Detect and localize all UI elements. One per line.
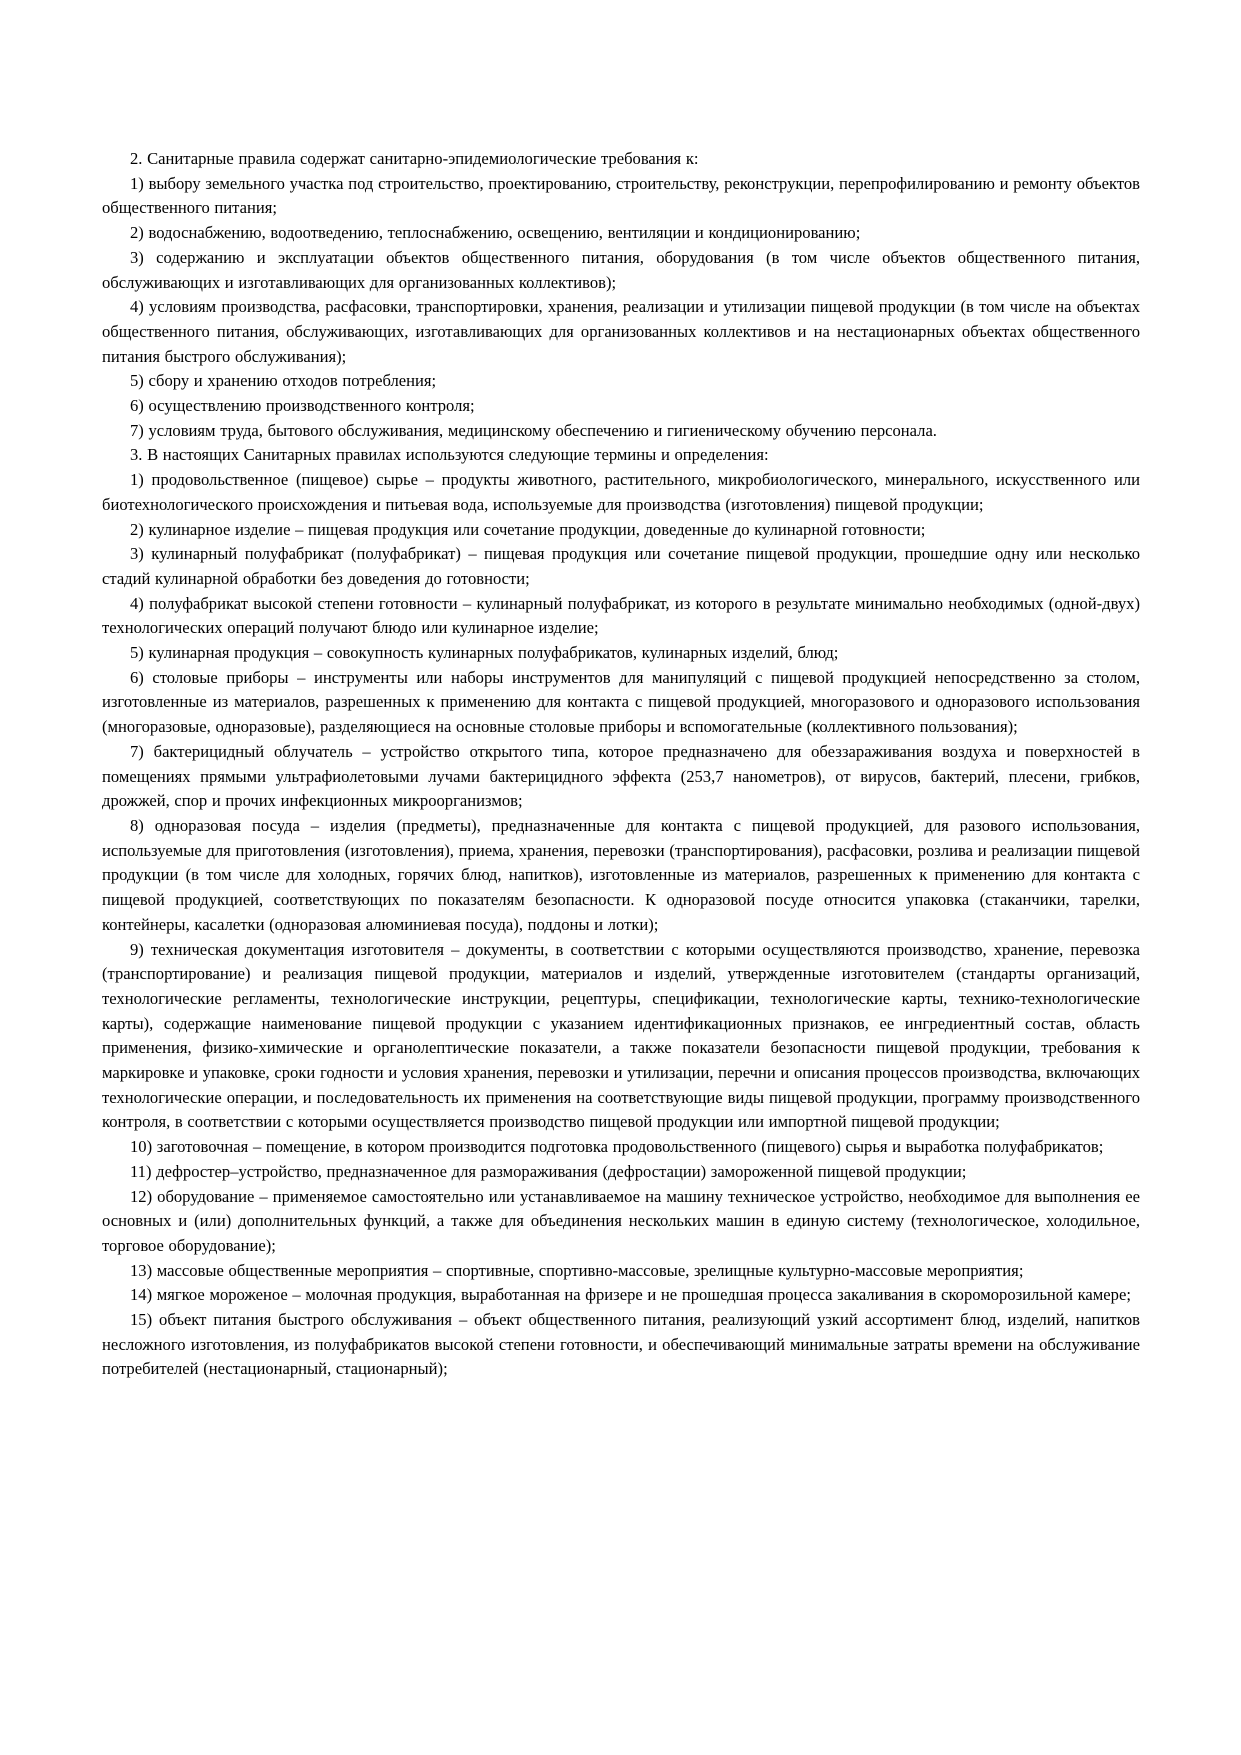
paragraph-term-6: 6) столовые приборы – инструменты или наборы инструментов для манипуляций с пищевой продукцией непосредственно за столом, изготовленные из материалов, разрешенных к применению для контакта с пищевой продукцией, многоразового и одноразового использования (многоразовые, одноразовые), разделяющиеся на основные столовые приборы и вспомогательные (коллективного пользования); [102, 667, 1140, 737]
paragraph-term-2: 2) кулинарное изделие – пищевая продукция или сочетание продукции, доведенные до кулинарной готовности; [130, 519, 926, 539]
paragraph-term-13: 13) массовые общественные мероприятия – спортивные, спортивно-массовые, зрелищные культурно-массовые мероприятия; [130, 1260, 1024, 1280]
paragraph-p2-item-4: 4) условиям производства, расфасовки, транспортировки, хранения, реализации и утилизации пищевой продукции (в том числе на объектах общественного питания, обслуживающих, изготавливающих для организованных коллективов и на нестационарных объектах общественного питания быстрого обслуживания); [102, 297, 1140, 366]
paragraph-p2-item-5: 5) сбору и хранению отходов потребления; [130, 371, 437, 391]
paragraph-p2-item-2: 2) водоснабжению, водоотведению, теплоснабжению, освещению, вентиляции и кондиционированию; [130, 223, 861, 243]
paragraph-p2-item-1: 1) выбору земельного участка под строительство, проектированию, строительству, реконструкции, перепрофилированию и ремонту объектов общественного питания; [102, 173, 1140, 218]
paragraph-term-7: 7) бактерицидный облучатель – устройство открытого типа, которое предназначено для обеззараживания воздуха и поверхностей в помещениях прямыми ультрафиолетовыми лучами бактерицидного эффекта (253,7 нанометров), от вирусов, бактерий, плесени, грибков, дрожжей, спор и прочих инфекционных микроорганизмов; [102, 741, 1140, 811]
paragraph-p2-item-7: 7) условиям труда, бытового обслуживания, медицинскому обеспечению и гигиеническому обучению персонала. [130, 420, 937, 440]
paragraph-term-4: 4) полуфабрикат высокой степени готовности – кулинарный полуфабрикат, из которого в результате минимально необходимых (одной-двух) технологических операций получают блюдо или кулинарное изделие; [102, 593, 1140, 638]
paragraph-term-1: 1) продовольственное (пищевое) сырье – продукты животного, растительного, микробиологического, минерального, искусственного или биотехнологического происхождения и питьевая вода, используемые для производства (изготовления) пищевой продукции; [102, 470, 1140, 514]
paragraph-point-2: 2. Санитарные правила содержат санитарно-эпидемиологические требования к: [130, 149, 699, 168]
paragraph-term-8: 8) одноразовая посуда – изделия (предметы), предназначенные для контакта с пищевой продукцией, для разового использования, используемые для приготовления (изготовления), приема, хранения, перевозки (транспортирования), расфасовки, розлива и реализации пищевой продукции (в том числе для холодных, горячих блюд, напитков), изготовленные из материалов, разрешенных к применению для контакта с пищевой продукцией, соответствующих по показателям безопасности. К одноразовой посуде относится упаковка (стаканчики, тарелки, контейнеры, касалетки (одноразовая алюминиевая посуда), поддоны и лотки); [102, 815, 1140, 934]
paragraph-term-12: 12) оборудование – применяемое самостоятельно или устанавливаемое на машину техническое устройство, необходимое для выполнения ее основных и (или) дополнительных функций, а также для объединения нескольких машин в единую систему (технологическое, холодильное, торговое оборудование); [102, 1186, 1140, 1255]
paragraph-term-10: 10) заготовочная – помещение, в котором производится подготовка продовольственного (пищевого) сырья и выработка полуфабрикатов; [130, 1137, 1104, 1157]
paragraph-term-14: 14) мягкое мороженое – молочная продукция, выработанная на фризере и не прошедшая процесса закаливания в скороморозильной камере; [130, 1285, 1131, 1305]
paragraph-p2-item-3: 3) содержанию и эксплуатации объектов общественного питания, оборудования (в том числе объектов общественного питания, обслуживающих и изготавливающих для организованных коллективов); [102, 247, 1140, 292]
paragraph-term-15: 15) объект питания быстрого обслуживания – объект общественного питания, реализующий узкий ассортимент блюд, изделий, напитков несложного изготовления, из полуфабрикатов высокой степени готовности, и обеспечивающий минимальные затраты времени на обслуживание потребителей (нестационарный, стационарный); [102, 1310, 1140, 1379]
paragraph-term-11: 11) дефростер–устройство, предназначенное для размораживания (дефростации) замороженной пищевой продукции; [130, 1161, 967, 1181]
paragraph-term-3: 3) кулинарный полуфабрикат (полуфабрикат) – пищевая продукция или сочетание пищевой продукции, прошедшие одну или несколько стадий кулинарной обработки без доведения до готовности; [102, 544, 1140, 588]
paragraph-term-5: 5) кулинарная продукция – совокупность кулинарных полуфабрикатов, кулинарных изделий, блюд; [130, 643, 839, 663]
paragraph-p2-item-6: 6) осуществлению производственного контроля; [130, 396, 475, 416]
paragraph-term-9: 9) техническая документация изготовителя – документы, в соответствии с которыми осуществляются производство, хранение, перевозка (транспортирование) и реализация пищевой продукции, материалов и изделий, утвержденные изготовителем (стандарты организаций, технологические регламенты, технологические инструкции, рецептуры, спецификации, технологические карты, технико-технологические карты), содержащие наименование пищевой продукции с указанием идентификационных признаков, ее ингредиентный состав, область применения, физико-химические и органолептические показатели, а также показатели безопасности пищевой продукции, требования к маркировке и упаковке, сроки годности и условия хранения, перевозки и утилизации, перечни и описания процессов производства, включающих технологические операции, и последовательность их применения на соответствующие виды пищевой продукции, программу производственного контроля, в соответствии с которыми осуществляется производство пищевой продукции или импортной пищевой продукции; [102, 939, 1140, 1132]
paragraph-point-3: 3. В настоящих Санитарных правилах используются следующие термины и определения: [130, 445, 769, 465]
